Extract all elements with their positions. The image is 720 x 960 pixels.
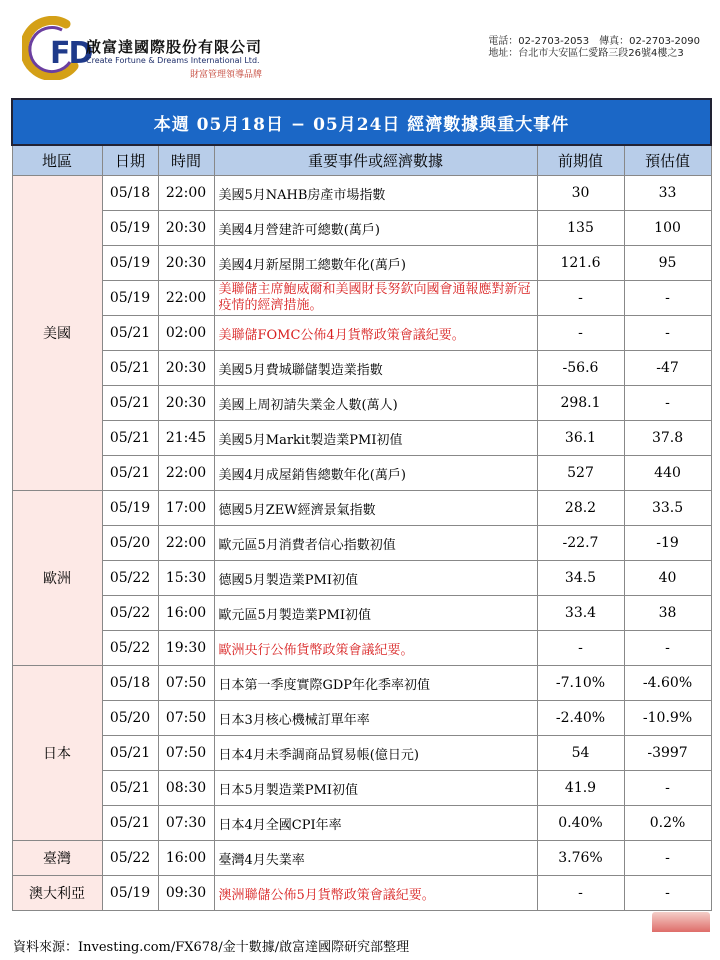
event-cell: 德國5月ZEW經濟景氣指數 [214,491,537,526]
estimate-value-cell: 0.2% [624,806,711,841]
table-title: 本週 05月18日 − 05月24日 經濟數據與重大事件 [12,99,711,145]
event-cell: 美國4月營建許可總數(萬戶) [214,211,537,246]
time-cell: 17:00 [158,491,214,526]
col-header-date: 日期 [102,145,158,176]
previous-value-cell: - [537,316,624,351]
date-cell: 05/21 [102,456,158,491]
estimate-value-cell: 100 [624,211,711,246]
date-cell: 05/22 [102,596,158,631]
estimate-value-cell: - [624,631,711,666]
date-cell: 05/21 [102,736,158,771]
event-cell: 美國5月Markit製造業PMI初值 [214,421,537,456]
previous-value-cell: 121.6 [537,246,624,281]
table-row [12,841,711,876]
company-name-zh: 啟富達國際股份有限公司 [86,38,263,56]
table-row [12,351,711,386]
logo-text: FD [50,36,92,71]
table-row [12,246,711,281]
date-cell: 05/21 [102,771,158,806]
previous-value-cell: 54 [537,736,624,771]
decorative-corner [652,912,710,932]
time-cell: 22:00 [158,281,214,316]
estimate-value-cell: 33 [624,176,711,211]
region-cell: 臺灣 [12,841,102,876]
date-cell: 05/22 [102,631,158,666]
economic-calendar-table [11,98,712,911]
company-slogan: 財富管理領導品牌 [190,70,263,80]
table-header-row [12,145,711,176]
region-cell: 日本 [12,666,102,841]
address: 地址：台北市大安區仁愛路三段26號4樓之3 [488,48,684,59]
time-cell: 22:00 [158,456,214,491]
event-cell: 日本4月未季調商品貿易帳(億日元) [214,736,537,771]
event-cell: 日本3月核心機械訂單年率 [214,701,537,736]
date-cell: 05/21 [102,386,158,421]
time-cell: 16:00 [158,596,214,631]
table-row [12,211,711,246]
estimate-value-cell: -19 [624,526,711,561]
previous-value-cell: 28.2 [537,491,624,526]
event-cell: 歐元區5月消費者信心指數初值 [214,526,537,561]
previous-value-cell: 298.1 [537,386,624,421]
date-cell: 05/21 [102,316,158,351]
estimate-value-cell: 37.8 [624,421,711,456]
previous-value-cell: 3.76% [537,841,624,876]
estimate-value-cell: 38 [624,596,711,631]
previous-value-cell: 30 [537,176,624,211]
table-row [12,456,711,491]
time-cell: 09:30 [158,876,214,911]
event-cell: 歐洲央行公佈貨幣政策會議紀要。 [214,631,537,666]
time-cell: 07:50 [158,736,214,771]
event-cell: 美國4月成屋銷售總數年化(萬戶) [214,456,537,491]
estimate-value-cell: - [624,316,711,351]
event-cell: 美國4月新屋開工總數年化(萬戶) [214,246,537,281]
estimate-value-cell: - [624,841,711,876]
estimate-value-cell: 95 [624,246,711,281]
time-cell: 08:30 [158,771,214,806]
table-row [12,526,711,561]
estimate-value-cell: -10.9% [624,701,711,736]
table-row [12,701,711,736]
col-header-estimate: 預估值 [624,145,711,176]
date-cell: 05/19 [102,281,158,316]
table-row [12,561,711,596]
estimate-value-cell: - [624,771,711,806]
date-cell: 05/21 [102,351,158,386]
date-cell: 05/20 [102,526,158,561]
company-name-en: Create Fortune & Dreams International Ltd. [86,56,260,65]
event-cell: 美國5月費城聯儲製造業指數 [214,351,537,386]
time-cell: 02:00 [158,316,214,351]
date-cell: 05/21 [102,421,158,456]
previous-value-cell: 527 [537,456,624,491]
date-cell: 05/19 [102,246,158,281]
event-cell: 日本5月製造業PMI初值 [214,771,537,806]
event-cell: 日本第一季度實際GDP年化季率初值 [214,666,537,701]
table-row [12,876,711,911]
time-cell: 20:30 [158,246,214,281]
estimate-value-cell: 33.5 [624,491,711,526]
table-row [12,491,711,526]
time-cell: 16:00 [158,841,214,876]
date-cell: 05/18 [102,176,158,211]
previous-value-cell: -2.40% [537,701,624,736]
estimate-value-cell: -47 [624,351,711,386]
event-cell: 美國上周初請失業金人數(萬人) [214,386,537,421]
region-cell: 美國 [12,176,102,491]
date-cell: 05/22 [102,561,158,596]
date-cell: 05/19 [102,491,158,526]
previous-value-cell: 33.4 [537,596,624,631]
table-row [12,771,711,806]
previous-value-cell: -22.7 [537,526,624,561]
table-row [12,666,711,701]
region-cell: 澳大利亞 [12,876,102,911]
table-row [12,386,711,421]
previous-value-cell: 0.40% [537,806,624,841]
phone-fax: 電話：02-2703-2053 傳真：02-2703-2090 [488,36,700,47]
table-row [12,421,711,456]
estimate-value-cell: - [624,876,711,911]
col-header-previous: 前期值 [537,145,624,176]
previous-value-cell: 34.5 [537,561,624,596]
time-cell: 20:30 [158,351,214,386]
time-cell: 07:30 [158,806,214,841]
table-row [12,281,711,316]
estimate-value-cell: 40 [624,561,711,596]
date-cell: 05/20 [102,701,158,736]
previous-value-cell: - [537,631,624,666]
time-cell: 22:00 [158,176,214,211]
previous-value-cell: 36.1 [537,421,624,456]
estimate-value-cell: -3997 [624,736,711,771]
previous-value-cell: -56.6 [537,351,624,386]
estimate-value-cell: - [624,281,711,316]
time-cell: 20:30 [158,386,214,421]
time-cell: 19:30 [158,631,214,666]
date-cell: 05/21 [102,806,158,841]
estimate-value-cell: - [624,386,711,421]
event-cell: 德國5月製造業PMI初值 [214,561,537,596]
previous-value-cell: - [537,876,624,911]
region-cell: 歐洲 [12,491,102,666]
event-cell: 臺灣4月失業率 [214,841,537,876]
time-cell: 20:30 [158,211,214,246]
estimate-value-cell: -4.60% [624,666,711,701]
contact-info [488,36,700,60]
date-cell: 05/19 [102,211,158,246]
time-cell: 15:30 [158,561,214,596]
time-cell: 22:00 [158,526,214,561]
col-header-time: 時間 [158,145,214,176]
company-logo [22,14,352,86]
previous-value-cell: 135 [537,211,624,246]
previous-value-cell: -7.10% [537,666,624,701]
event-cell: 歐元區5月製造業PMI初值 [214,596,537,631]
event-cell: 美國5月NAHB房產市場指數 [214,176,537,211]
table-row [12,176,711,211]
event-cell: 美聯儲主席鮑威爾和美國財長努欽向國會通報應對新冠疫情的經濟措施。 [214,281,537,316]
col-header-event: 重要事件或經濟數據 [214,145,537,176]
table-row [12,316,711,351]
event-cell: 日本4月全國CPI年率 [214,806,537,841]
time-cell: 21:45 [158,421,214,456]
previous-value-cell: - [537,281,624,316]
table-row [12,736,711,771]
date-cell: 05/22 [102,841,158,876]
time-cell: 07:50 [158,701,214,736]
date-cell: 05/19 [102,876,158,911]
col-header-region: 地區 [12,145,102,176]
event-cell: 美聯儲FOMC公佈4月貨幣政策會議紀要。 [214,316,537,351]
table-row [12,631,711,666]
table-row [12,596,711,631]
estimate-value-cell: 440 [624,456,711,491]
time-cell: 07:50 [158,666,214,701]
previous-value-cell: 41.9 [537,771,624,806]
event-cell: 澳洲聯儲公佈5月貨幣政策會議紀要。 [214,876,537,911]
table-row [12,806,711,841]
source-footer: 資料來源：Investing.com/FX678/金十數據/啟富達國際研究部整理 [13,940,410,955]
date-cell: 05/18 [102,666,158,701]
